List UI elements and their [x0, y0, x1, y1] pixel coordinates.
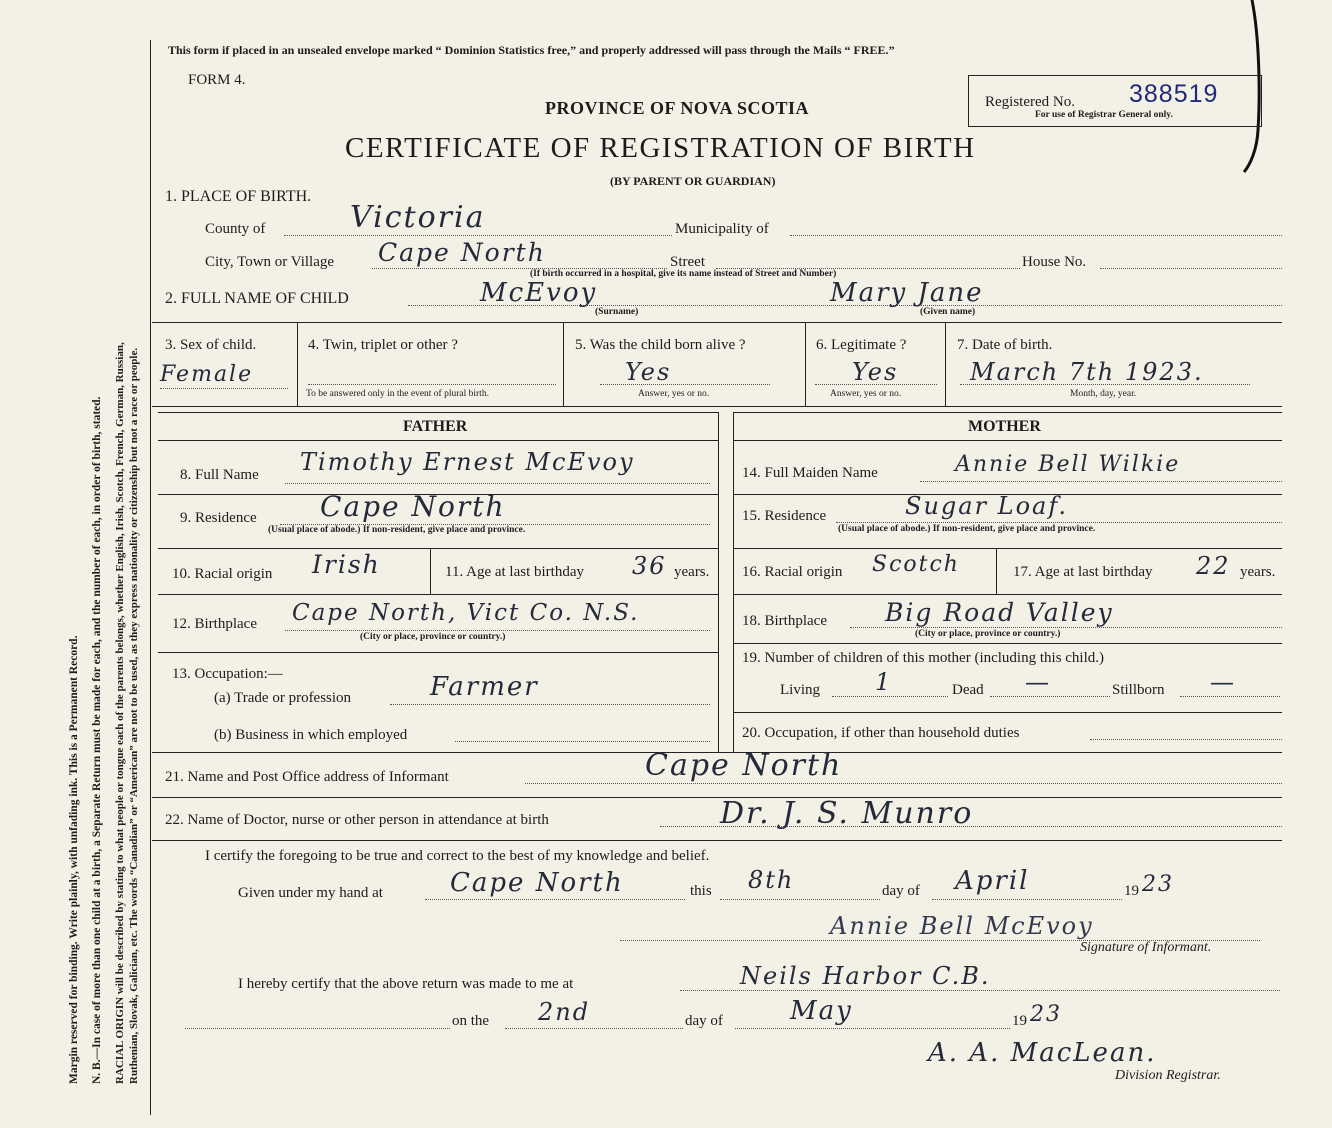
- registrar-month-value: May: [790, 996, 853, 1026]
- given-day-value: 8th: [748, 866, 795, 894]
- given-year-value: 23: [1142, 872, 1174, 897]
- registrar-signature-label: Division Registrar.: [1115, 1068, 1221, 1083]
- dob-label: 7. Date of birth.: [957, 337, 1053, 353]
- place-of-birth-label: 1. PLACE OF BIRTH.: [165, 188, 312, 205]
- mother-residence-value: Sugar Loaf.: [905, 492, 1069, 520]
- registrar-year-value: 23: [1030, 1002, 1062, 1027]
- stillborn-value: —: [1210, 668, 1236, 696]
- mother-birthplace-note: (City or place, province or country.): [915, 629, 1061, 639]
- mother-age-value: 22: [1196, 552, 1231, 580]
- city-label: City, Town or Village: [205, 254, 335, 270]
- given-month-value: April: [955, 866, 1030, 896]
- registrar-place-value: Neils Harbor C.B.: [740, 962, 991, 990]
- child-surname-value: McEvoy: [480, 278, 598, 308]
- doctor-value: Dr. J. S. Munro: [720, 796, 974, 831]
- father-residence-label: 9. Residence: [180, 510, 257, 526]
- mother-racial-value: Scotch: [872, 552, 960, 577]
- legitimate-label: 6. Legitimate ?: [816, 337, 907, 353]
- father-racial-value: Irish: [312, 550, 381, 579]
- given-year-prefix: 19: [1124, 883, 1139, 899]
- dob-note: Month, day, year.: [1070, 389, 1137, 399]
- mother-residence-note: (Usual place of abode.) If non-resident, give place and province.: [838, 524, 1096, 534]
- mother-birthplace-label: 18. Birthplace: [742, 613, 827, 629]
- legitimate-note: Answer, yes or no.: [830, 389, 902, 399]
- sex-value: Female: [160, 362, 254, 387]
- father-birthplace-value: Cape North, Vict Co. N.S.: [292, 600, 640, 626]
- child-name-label: 2. FULL NAME OF CHILD: [165, 290, 349, 307]
- father-occupation-label: 13. Occupation:—: [172, 666, 283, 682]
- living-value: 1: [875, 668, 893, 696]
- city-value: Cape North: [378, 238, 546, 267]
- father-age-unit: years.: [674, 564, 710, 580]
- mother-name-label: 14. Full Maiden Name: [742, 465, 878, 481]
- father-racial-label: 10. Racial origin: [172, 566, 273, 582]
- father-residence-note: (Usual place of abode.) If non-resident, give place and province.: [268, 525, 526, 535]
- county-label: County of: [205, 221, 266, 237]
- registrar-signature: A. A. MacLean.: [928, 1038, 1157, 1068]
- municipality-label: Municipality of: [675, 221, 769, 237]
- certificate-subtitle: (BY PARENT OR GUARDIAN): [610, 174, 776, 188]
- street-label: Street: [670, 254, 705, 270]
- stillborn-label: Stillborn: [1112, 682, 1165, 698]
- trade-label: (a) Trade or profession: [214, 690, 352, 706]
- form-number: FORM 4.: [188, 72, 246, 88]
- children-count-label: 19. Number of children of this mother (including this child.): [742, 650, 1105, 666]
- mother-racial-label: 16. Racial origin: [742, 564, 843, 580]
- father-heading: FATHER: [403, 418, 468, 435]
- registered-number: 388519: [1129, 80, 1219, 108]
- registered-note: For use of Registrar General only.: [1035, 110, 1173, 120]
- father-birthplace-note: (City or place, province or country.): [360, 632, 506, 642]
- living-label: Living: [780, 682, 820, 698]
- margin-binding-note: Margin reserved for binding. Write plainly, with unfading ink. This is a Permanent Record.: [68, 635, 80, 1084]
- father-birthplace-label: 12. Birthplace: [172, 616, 257, 632]
- mother-age-label: 17. Age at last birthday: [1013, 564, 1153, 580]
- mother-name-value: Annie Bell Wilkie: [955, 452, 1181, 477]
- trade-value: Farmer: [430, 672, 539, 702]
- father-name-label: 8. Full Name: [180, 467, 259, 483]
- mail-notice: This form if placed in an unsealed envelope marked “ Dominion Statistics free,” and properly addressed will pass through the Mails “ FREE.”: [168, 43, 895, 57]
- dead-value: —: [1025, 668, 1051, 696]
- business-label: (b) Business in which employed: [214, 727, 408, 743]
- child-given-value: Mary Jane: [830, 278, 984, 308]
- informant-signature-label: Signature of Informant.: [1080, 940, 1212, 955]
- house-number-label: House No.: [1022, 254, 1087, 270]
- father-residence-value: Cape North: [320, 490, 506, 523]
- given-day-of-label: day of: [882, 883, 920, 899]
- certificate-title: CERTIFICATE OF REGISTRATION OF BIRTH: [345, 132, 976, 164]
- surname-caption: (Surname): [595, 307, 639, 317]
- mother-age-unit: years.: [1240, 564, 1276, 580]
- margin-nationality-note: Ruthenian, Slovak, Galician, etc. The words “Canadian” or “American” are not to be used, as they express nationality or citizenship but not a race or people.: [128, 347, 140, 1084]
- mother-occupation-label: 20. Occupation, if other than household duties: [742, 725, 1020, 741]
- registrar-statement: I hereby certify that the above return was made to me at: [238, 976, 574, 992]
- frame-left-line: [150, 40, 151, 1115]
- registered-box: [968, 75, 1262, 127]
- certify-statement: I certify the foregoing to be true and correct to the best of my knowledge and belief.: [205, 848, 710, 864]
- mother-residence-label: 15. Residence: [742, 508, 827, 524]
- doctor-label: 22. Name of Doctor, nurse or other person in attendance at birth: [165, 812, 549, 828]
- province-heading: PROVINCE OF NOVA SCOTIA: [545, 98, 810, 118]
- given-under-label: Given under my hand at: [238, 885, 383, 901]
- dead-label: Dead: [952, 682, 984, 698]
- informant-value: Cape North: [645, 748, 843, 783]
- father-age-label: 11. Age at last birthday: [445, 564, 584, 580]
- mother-birthplace-value: Big Road Valley: [885, 598, 1114, 627]
- on-the-label: on the: [452, 1013, 490, 1029]
- father-age-value: 36: [632, 552, 667, 580]
- twin-label: 4. Twin, triplet or other ?: [308, 337, 458, 353]
- registered-label: Registered No.: [985, 94, 1075, 110]
- informant-label: 21. Name and Post Office address of Informant: [165, 769, 449, 785]
- alive-label: 5. Was the child born alive ?: [575, 337, 746, 353]
- father-name-value: Timothy Ernest McEvoy: [300, 448, 635, 476]
- this-label: this: [690, 883, 712, 899]
- sex-label: 3. Sex of child.: [165, 337, 257, 353]
- margin-racial-origin-note: RACIAL ORIGIN will be described by stating to what people or tongue each of the parents belongs, whether English, Irish, Scotch, French, German, Russian,: [114, 342, 126, 1084]
- twin-note: To be answered only in the event of plural birth.: [306, 389, 489, 399]
- dob-value: March 7th 1923.: [970, 358, 1204, 386]
- mother-heading: MOTHER: [968, 418, 1041, 435]
- alive-note: Answer, yes or no.: [638, 389, 710, 399]
- given-place-value: Cape North: [450, 868, 624, 898]
- registrar-day-of-label: day of: [685, 1013, 723, 1029]
- alive-value: Yes: [625, 358, 672, 386]
- registrar-day-value: 2nd: [538, 998, 591, 1026]
- informant-signature: Annie Bell McEvoy: [830, 912, 1094, 940]
- hospital-note: (If birth occurred in a hospital, give its name instead of Street and Number): [530, 269, 837, 279]
- given-name-caption: (Given name): [920, 307, 976, 317]
- county-value: Victoria: [350, 200, 486, 235]
- legitimate-value: Yes: [852, 358, 899, 386]
- margin-plural-birth-note: N. B.—In case of more than one child at a birth, a Separate Return must be made for each, and the number of each, in order of birth, stated.: [91, 396, 103, 1084]
- registrar-year-prefix: 19: [1012, 1013, 1027, 1029]
